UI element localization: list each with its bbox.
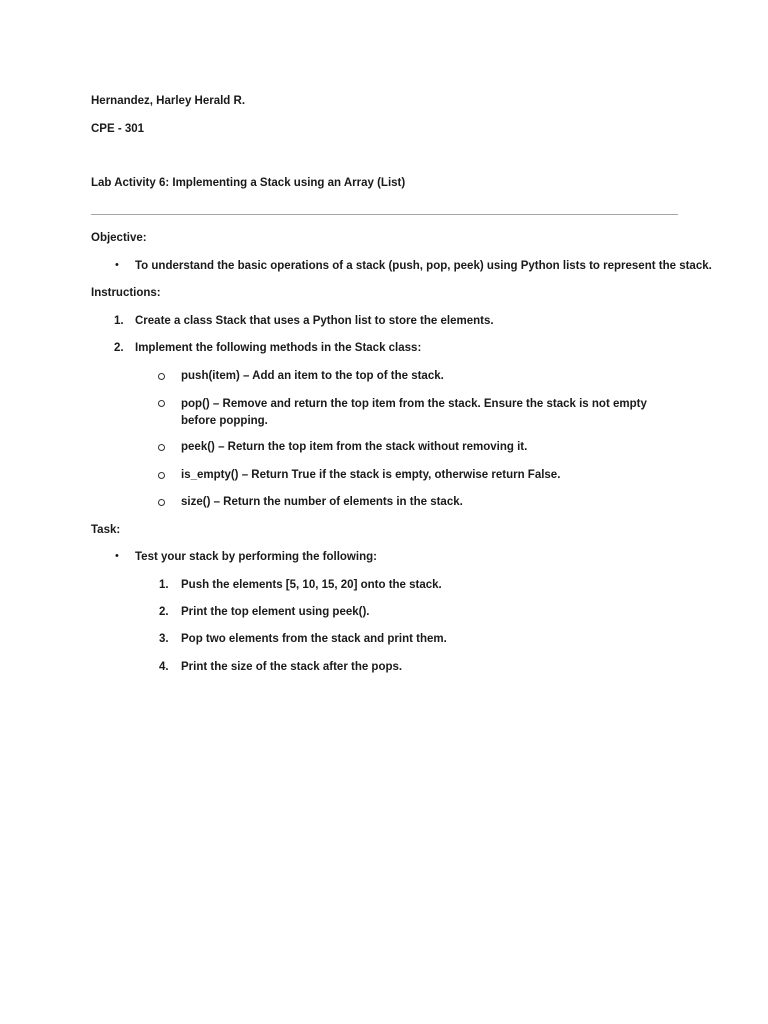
task-step-number: 4.	[159, 661, 169, 673]
instruction-number: 2.	[114, 342, 124, 354]
instructions-heading: Instructions:	[91, 287, 161, 299]
bullet-icon: •	[115, 259, 119, 271]
document-title: Lab Activity 6: Implementing a Stack using an Array (List)	[91, 177, 406, 189]
task-heading: Task:	[91, 524, 121, 536]
task-step: Push the elements [5, 10, 15, 20] onto the stack.	[181, 579, 442, 591]
circle-bullet-icon	[158, 444, 165, 451]
course-code: CPE - 301	[91, 123, 145, 135]
instruction-number: 1.	[114, 315, 124, 327]
circle-bullet-icon	[158, 499, 165, 506]
method-item: peek() – Return the top item from the stack without removing it.	[181, 441, 528, 453]
method-item: push(item) – Add an item to the top of the stack.	[181, 370, 444, 382]
method-item: is_empty() – Return True if the stack is empty, otherwise return False.	[181, 469, 561, 481]
method-item: size() – Return the number of elements in the stack.	[181, 496, 463, 508]
task-step-number: 1.	[159, 579, 169, 591]
task-step-number: 3.	[159, 633, 169, 645]
task-step-number: 2.	[159, 606, 169, 618]
task-step: Pop two elements from the stack and print them.	[181, 633, 447, 645]
instruction-item: Implement the following methods in the Stack class:	[135, 342, 422, 354]
bullet-icon: •	[115, 550, 119, 562]
task-step: Print the top element using peek().	[181, 606, 370, 618]
student-name: Hernandez, Harley Herald R.	[91, 95, 246, 107]
objective-heading: Objective:	[91, 232, 147, 244]
circle-bullet-icon	[158, 373, 165, 380]
circle-bullet-icon	[158, 472, 165, 479]
objective-item: To understand the basic operations of a stack (push, pop, peek) using Python lists to represent the stack.	[135, 260, 712, 272]
method-item: pop() – Remove and return the top item from the stack. Ensure the stack is not empty before popping.	[181, 398, 647, 427]
task-step: Print the size of the stack after the pops.	[181, 661, 403, 673]
circle-bullet-icon	[158, 400, 165, 407]
instruction-item: Create a class Stack that uses a Python list to store the elements.	[135, 315, 494, 327]
horizontal-divider	[91, 214, 678, 215]
task-bullet: Test your stack by performing the following:	[135, 551, 377, 563]
